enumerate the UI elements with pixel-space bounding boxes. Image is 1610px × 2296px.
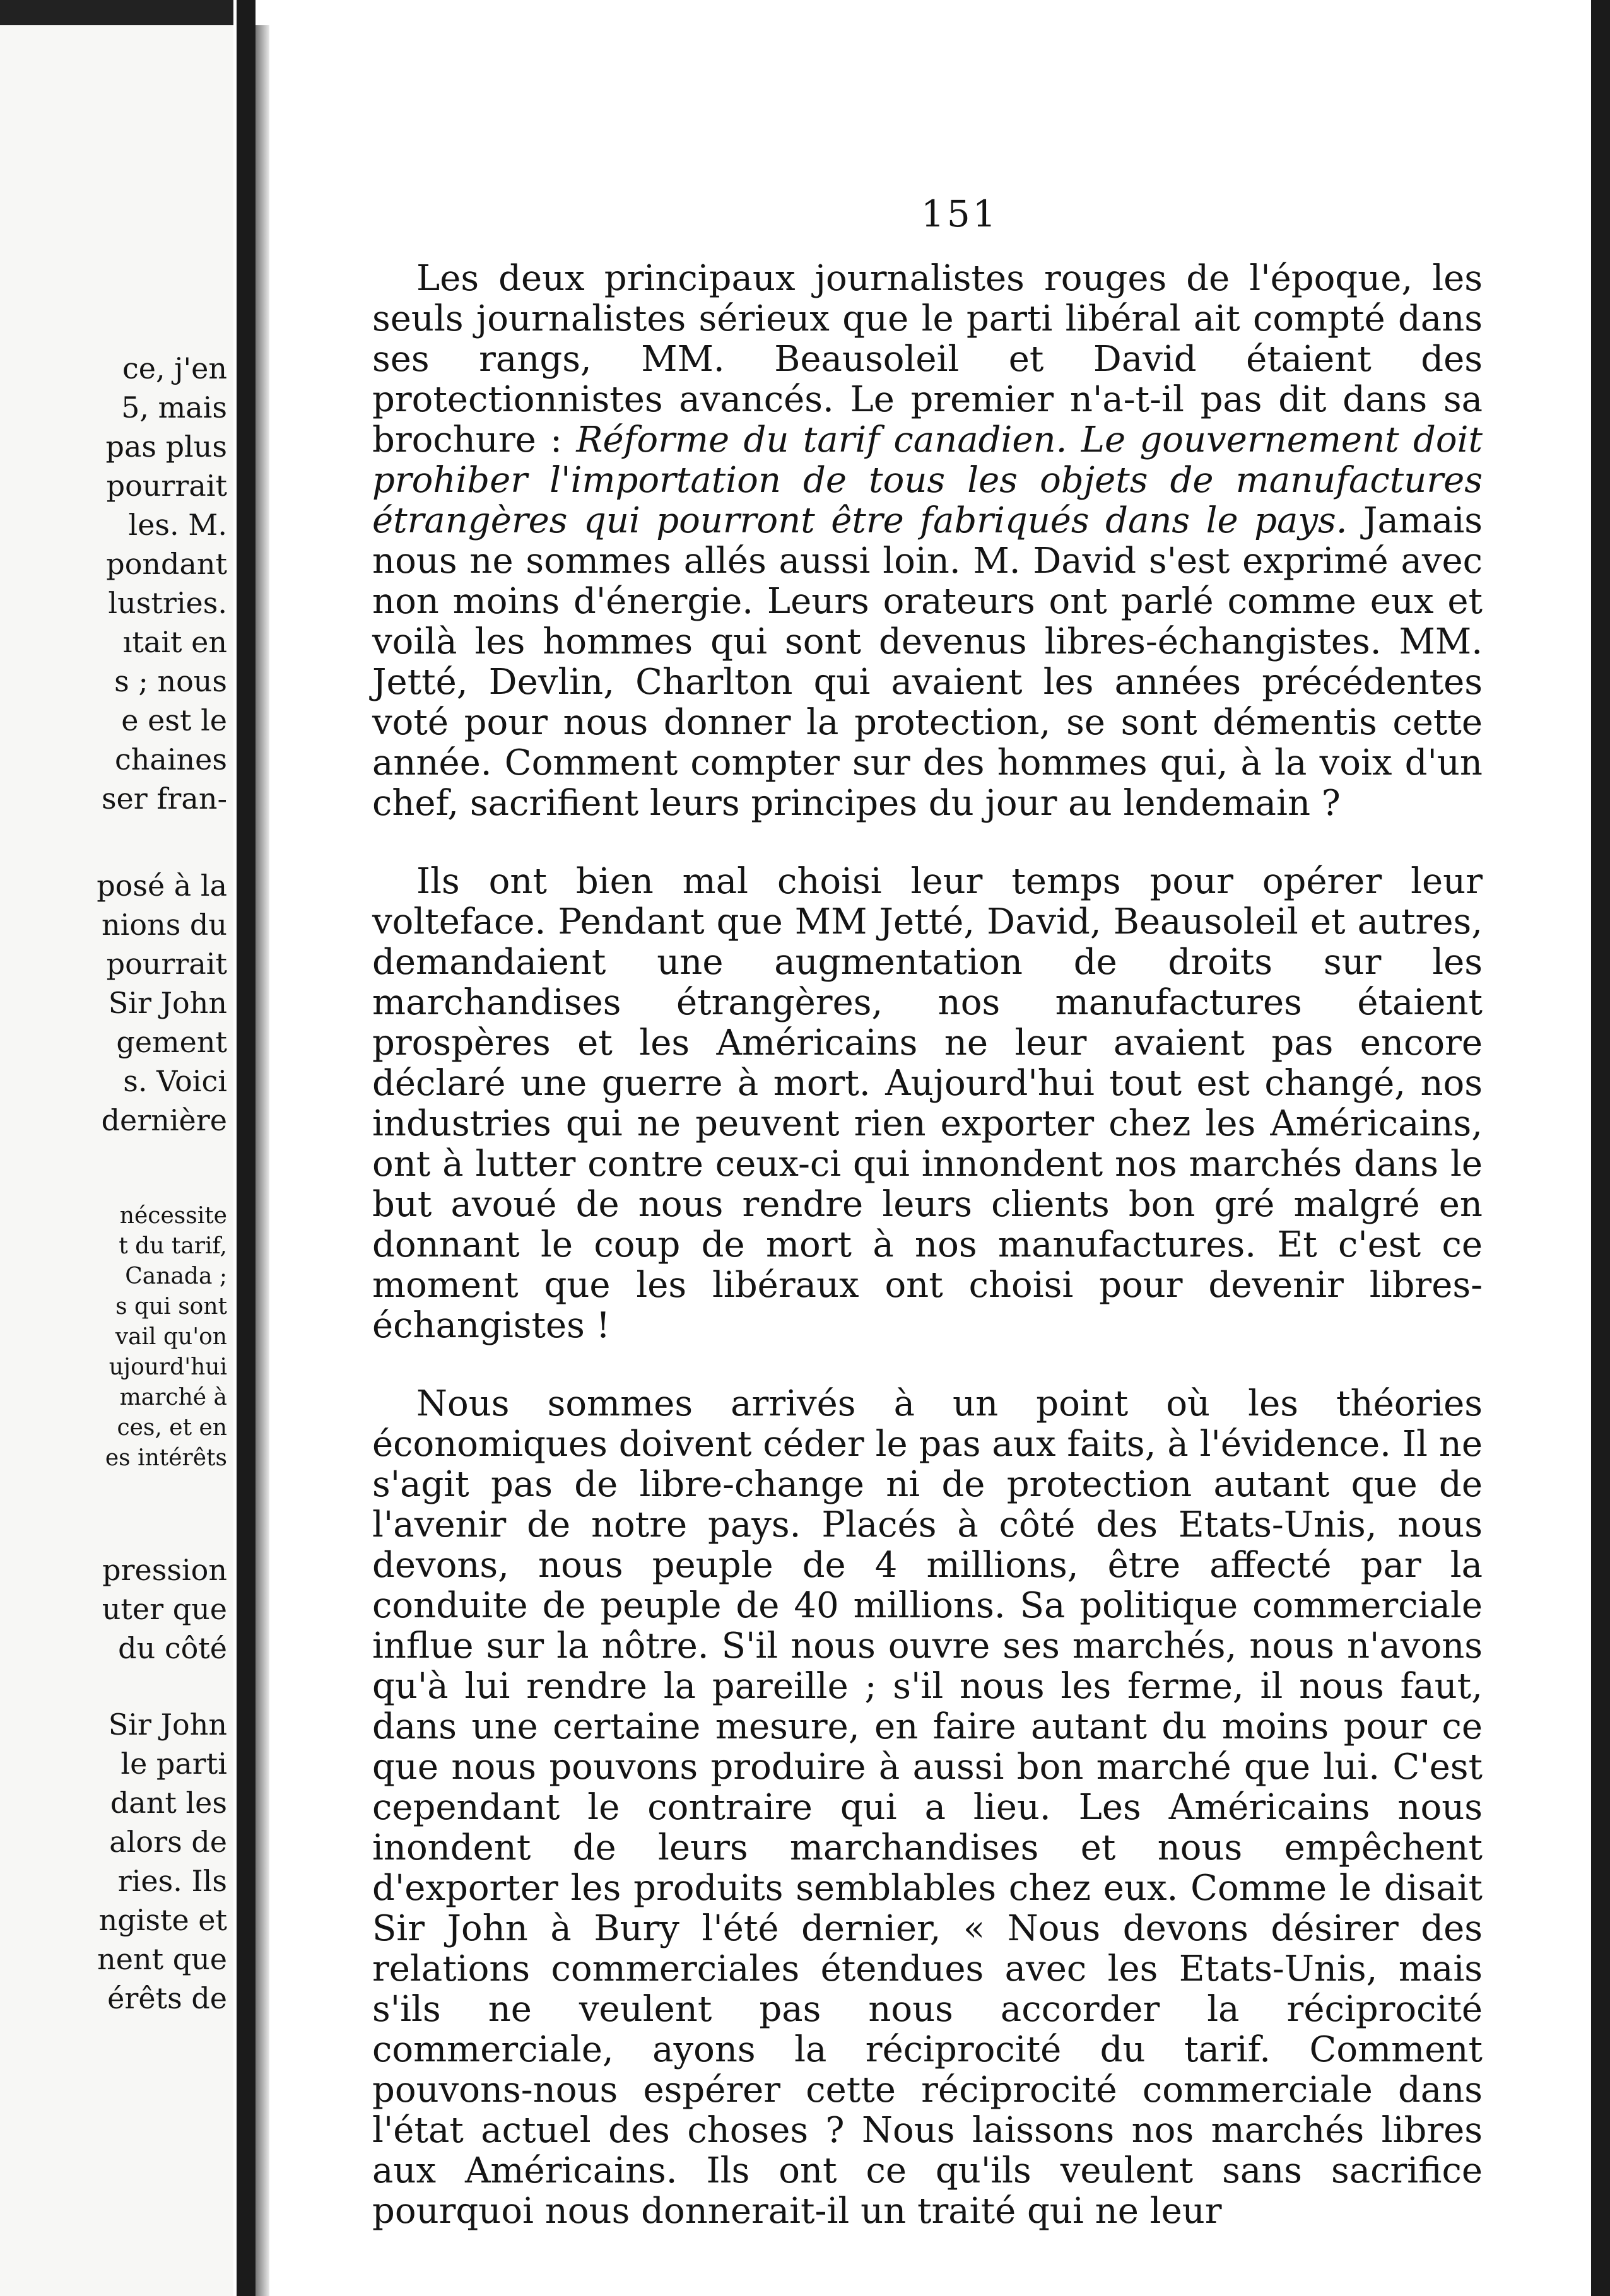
- left-page-line: du côté: [118, 1631, 227, 1665]
- left-page-line: ujourd'hui: [109, 1354, 227, 1380]
- left-page-line: ıtait en: [122, 625, 227, 659]
- left-page-dark-edge: [0, 0, 233, 25]
- paragraph-1-text: Les deux principaux journalistes rouges de l'époque, les seuls journalistes sérieux que le parti libéral ait compté dans ses rangs, MM. Beausoleil et David étaient des protectionnistes avancés. Le premier n'a-t-il pas dit dans sa brochure :: [372, 258, 1483, 460]
- left-page-line: vail qu'on: [115, 1324, 227, 1350]
- left-page-fragment: [0, 0, 233, 2296]
- left-page-line: Canada ;: [125, 1263, 227, 1289]
- left-page-line: nent que: [97, 1942, 227, 1976]
- paragraph-2-text: Ils ont bien mal choisi leur temps pour opérer leur volteface. Pendant que MM Jetté, David, Beausoleil et autres, demandaient une augmentation de droits sur les marchandises étrangères, nos manufactures étaient prospères et les Américains ne leur avaient pas encore déclaré une guerre à mort. Aujourd'hui tout est changé, nos industries qui ne peuvent rien exporter chez les Américains, ont à lutter contre ceux-ci qui innondent nos marchés dans le but avoué de nous rendre leurs clients bon gré malgré en donnant le coup de mort à nos manufactures. Et c'est ce moment que les libéraux ont choisi pour devenir libres-échangistes !: [372, 861, 1483, 1346]
- paragraph-2: [372, 862, 1483, 1346]
- left-page-line: pondant: [106, 547, 227, 581]
- left-page-line: uter que: [102, 1592, 227, 1626]
- left-page-line: posé à la: [97, 869, 227, 903]
- left-page-line: nécessite: [119, 1203, 227, 1229]
- left-page-line: e est le: [121, 703, 227, 737]
- left-page-line: nions du: [102, 908, 227, 942]
- left-page-line: s. Voici: [123, 1064, 227, 1098]
- paragraph-1: [372, 259, 1483, 824]
- left-page-line: alors de: [109, 1825, 227, 1859]
- left-page-line: marché à: [119, 1385, 227, 1410]
- left-page-line: Sir John: [108, 1707, 227, 1742]
- left-page-line: pas plus: [105, 430, 227, 464]
- left-page-line: Sir John: [108, 986, 227, 1020]
- left-page-line: pourrait: [106, 469, 227, 503]
- left-page-line: ce, j'en: [122, 351, 227, 385]
- left-page-line: dant les: [110, 1786, 227, 1820]
- left-page-line: t du tarif,: [119, 1233, 227, 1259]
- page-number: 151: [921, 192, 999, 235]
- left-page-line: chaines: [115, 742, 227, 776]
- gutter-shadow: [256, 25, 269, 2296]
- left-page-line: lustries.: [108, 586, 227, 620]
- left-page-line: le parti: [120, 1747, 227, 1781]
- paragraph-1-quote: Réforme du tarif canadien. Le gouvernement doit prohiber l'importation de tous les objets de manufactures étrangères qui pourront être fabriqués dans le pays.: [372, 419, 1483, 541]
- left-page-line: pression: [102, 1553, 227, 1587]
- paragraph-1-text-cont: Jamais nous ne sommes allés aussi loin. M. David s'est exprimé avec non moins d'énergie. Leurs orateurs ont parlé comme eux et voilà les hommes qui sont devenus libres-échangistes. MM. Jetté, Devlin, Charlton qui avaient les années précédentes voté pour nous donner la protection, se sont démentis cette année. Comment compter sur des hommes qui, à la voix d'un chef, sacrifient leurs principes du jour au lendemain ?: [372, 500, 1483, 824]
- left-page-line: ser fran-: [101, 782, 227, 816]
- left-page-line: gement: [116, 1025, 227, 1059]
- left-page-line: es intérêts: [105, 1445, 227, 1471]
- paragraph-3: [372, 1384, 1483, 2232]
- left-page-line: 5, mais: [121, 390, 227, 425]
- left-page-line: ries. Ils: [117, 1864, 227, 1898]
- left-page-line: érêts de: [107, 1981, 227, 2015]
- right-scan-border: [1591, 0, 1610, 2296]
- page-gutter: [237, 0, 256, 2296]
- left-page-line: les. M.: [128, 508, 227, 542]
- page-body: [372, 259, 1483, 2270]
- left-page-line: pourrait: [106, 947, 227, 981]
- left-page-line: ces, et en: [117, 1415, 227, 1441]
- paragraph-3-text: Nous sommes arrivés à un point où les théories économiques doivent céder le pas aux faits, à l'évidence. Il ne s'agit pas de libre-change ni de protection autant que de l'avenir de notre pays. Placés à côté des Etats-Unis, nous devons, nous peuple de 4 millions, être affecté par la conduite de peuple de 40 millions. Sa politique commerciale influe sur la nôtre. S'il nous ouvre ses marchés, nous n'avons qu'à lui rendre la pareille ; s'il nous les ferme, il nous faut, dans une certaine mesure, en faire autant du moins pour ce que nous pouvons produire à aussi bon marché que lui. C'est cependant le contraire qui a lieu. Les Américains nous inondent de leurs marchandises et nous empêchent d'exporter les produits semblables chez eux. Comme le disait Sir John à Bury l'été dernier, « Nous devons désirer des relations commerciales étendues avec les Etats-Unis, mais s'ils ne veulent pas nous accorder la réciprocité commerciale, ayons la réciprocité du tarif. Comment pouvons-nous espérer cette réciprocité commerciale dans l'état actuel des choses ? Nous laissons nos marchés libres aux Américains. Ils ont ce qu'ils veulent sans sacrifice pourquoi nous donnerait-il un traité qui ne leur: [372, 1383, 1483, 2232]
- left-page-line: s qui sont: [115, 1294, 227, 1320]
- left-page-line: ngiste et: [98, 1903, 227, 1937]
- left-page-line: s ; nous: [114, 664, 227, 698]
- left-page-line: dernière: [101, 1103, 227, 1137]
